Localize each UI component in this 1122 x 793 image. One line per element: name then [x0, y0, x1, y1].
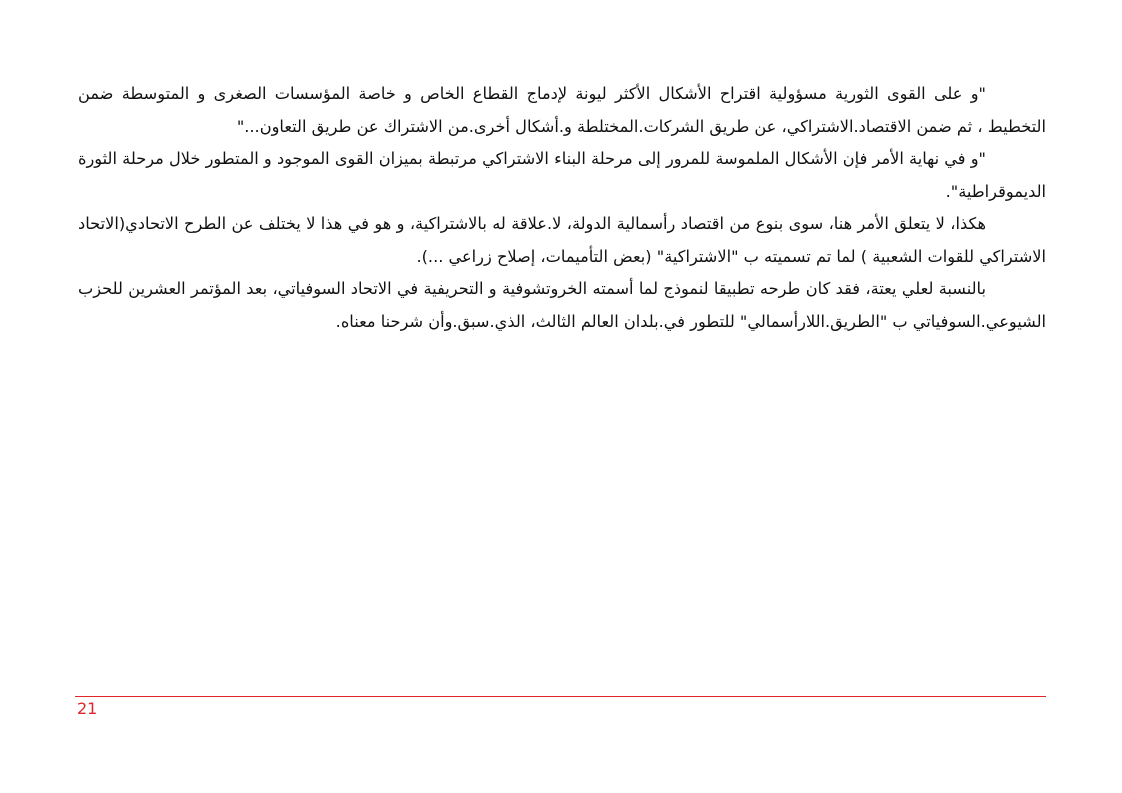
paragraph-ali-yata: بالنسبة لعلي يعتة، فقد كان طرحه تطبيقا لنموذج لما أسمته الخروتشوفية و التحريفية في الاتحاد السوفياتي، بعد المؤتمر العشرين للحزب الشيوعي.السوفياتي ب "الطريق.اللارأسمالي" للتطور في.بلدان العالم الثالث، الذي.سبق.وأن شرحنا معناه. — [78, 279, 1046, 331]
paragraph-quote-2: "و في نهاية الأمر فإن الأشكال الملموسة للمرور إلى مرحلة البناء الاشتراكي مرتبطة بميزان القوى الموجود و المتطور خلال مرحلة الثورة الديموقراطية". — [78, 149, 1046, 201]
paragraph-quote-1: "و على القوى الثورية مسؤولية اقتراح الأشكال الأكثر ليونة لإدماج القطاع الخاص و خاصة المؤسسات الصغرى و المتوسطة ضمن التخطيط ، ثم ضمن الاقتصاد.الاشتراكي، عن طريق الشركات.المختلطة و.أشكال أخرى.من الاشتراك عن طريق التعاون..." — [78, 84, 1046, 136]
paragraph-state-capitalism: هكذا، لا يتعلق الأمر هنا، سوى بنوع من اقتصاد رأسمالية الدولة، لا.علاقة له بالاشتراكية، و هو في هذا لا يختلف عن الطرح الاتحادي(الاتحاد الاشتراكي للقوات الشعبية ) لما تم تسميته ب "الاشتراكية" (بعض التأميمات، إصلاح زراعي ...). — [78, 214, 1046, 266]
page-number: 21 — [77, 699, 98, 718]
footer-divider — [75, 696, 1046, 697]
body-text — [78, 78, 1046, 338]
